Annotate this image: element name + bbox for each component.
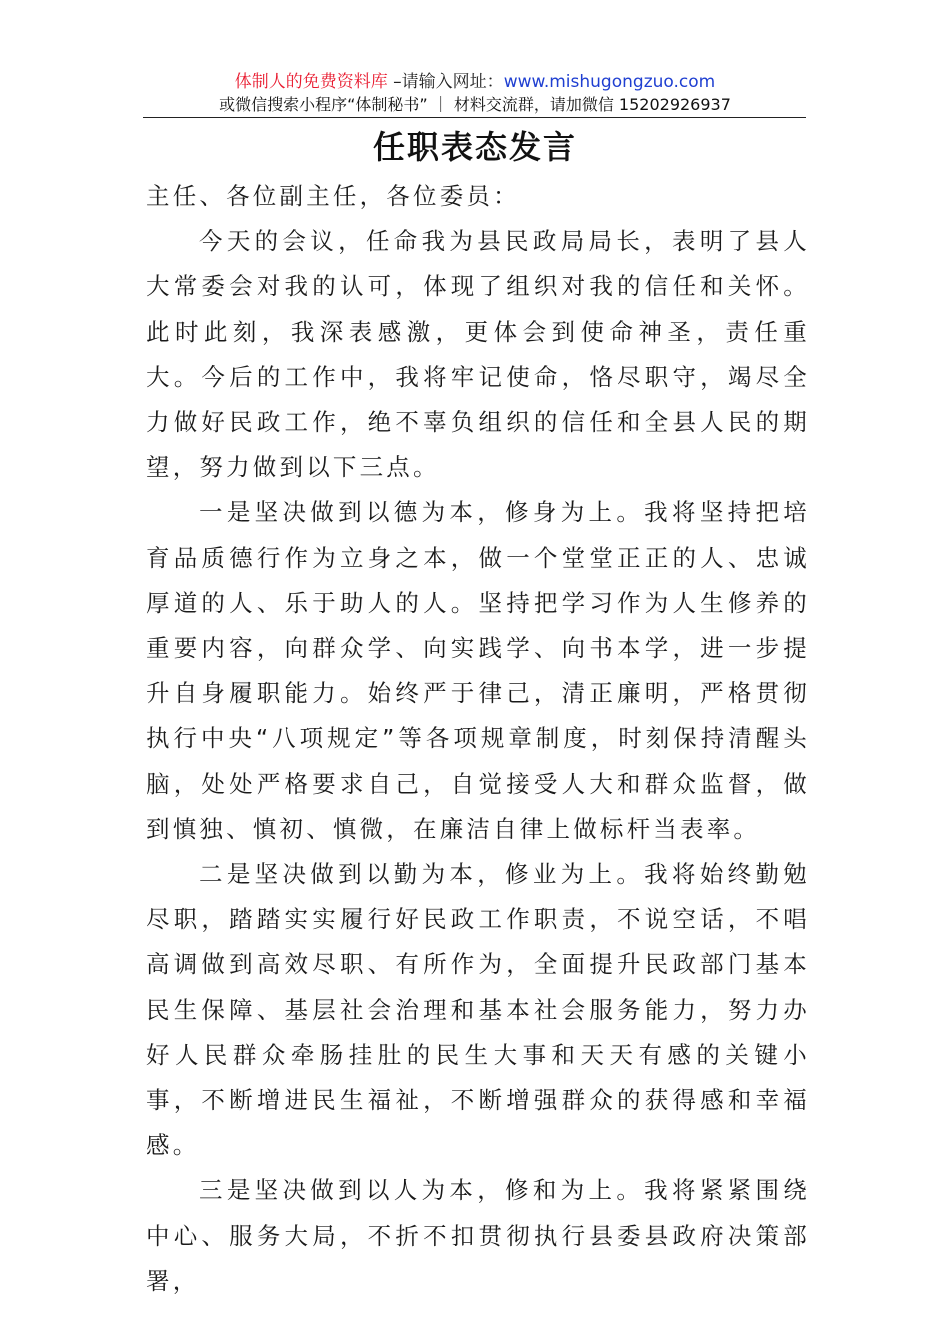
- url-prompt: –请输入网址：: [387, 72, 504, 92]
- document-title: 任职表态发言: [372, 128, 577, 166]
- paragraph-point-three: 三是坚决做到以人为本，修和为上。我将紧紧围绕中心、服务大局，不折不扣贯彻执行县委县政府决策部署，: [146, 1176, 810, 1295]
- document-body: [146, 174, 810, 1304]
- salutation: 主任、各位副主任，各位委员：: [146, 182, 520, 210]
- brand-name: 体制人的免费资料库: [234, 72, 388, 92]
- paragraph-point-one: 一是坚决做到以德为本，修身为上。我将坚持把培育品质德行作为立身之本，做一个堂堂正正的人、忠诚厚道的人、乐于助人的人。坚持把学习作为人生修养的重要内容，向群众学、向实践学、向书本学，进一步提升自身履职能力。始终严于律己，清正廉明，严格贯彻执行中央“八项规定”等各项规章制度，时刻保持清醒头脑，处处严格要求自己，自觉接受人大和群众监督，做到慎独、慎初、慎微，在廉洁自律上做标杆当表率。: [146, 498, 810, 843]
- website-link[interactable]: www.mishugongzuo.com: [503, 72, 716, 92]
- header-contact-line: 或微信搜索小程序“体制秘书” ｜ 材料交流群，请加微信 15202926937: [219, 95, 731, 114]
- header-banner: [0, 70, 950, 94]
- paragraph-intro: 今天的会议，任命我为县民政局局长，表明了县人大常委会对我的认可，体现了组织对我的信任和关怀。此时此刻，我深表感激，更体会到使命神圣，责任重大。今后的工作中，我将牢记使命，恪尽职守，竭尽全力做好民政工作，绝不辜负组织的信任和全县人民的期望，努力做到以下三点。: [146, 227, 810, 482]
- paragraph-point-two: 二是坚决做到以勤为本，修业为上。我将始终勤勉尽职，踏踏实实履行好民政工作职责，不说空话，不唱高调做到高效尽职、有所作为，全面提升民政部门基本民生保障、基层社会治理和基本社会服务能力，努力办好人民群众牵肠挂肚的民生大事和天天有感的关键小事，不断增进民生福祉，不断增强群众的获得感和幸福感。: [146, 860, 810, 1160]
- header-divider: [143, 117, 806, 118]
